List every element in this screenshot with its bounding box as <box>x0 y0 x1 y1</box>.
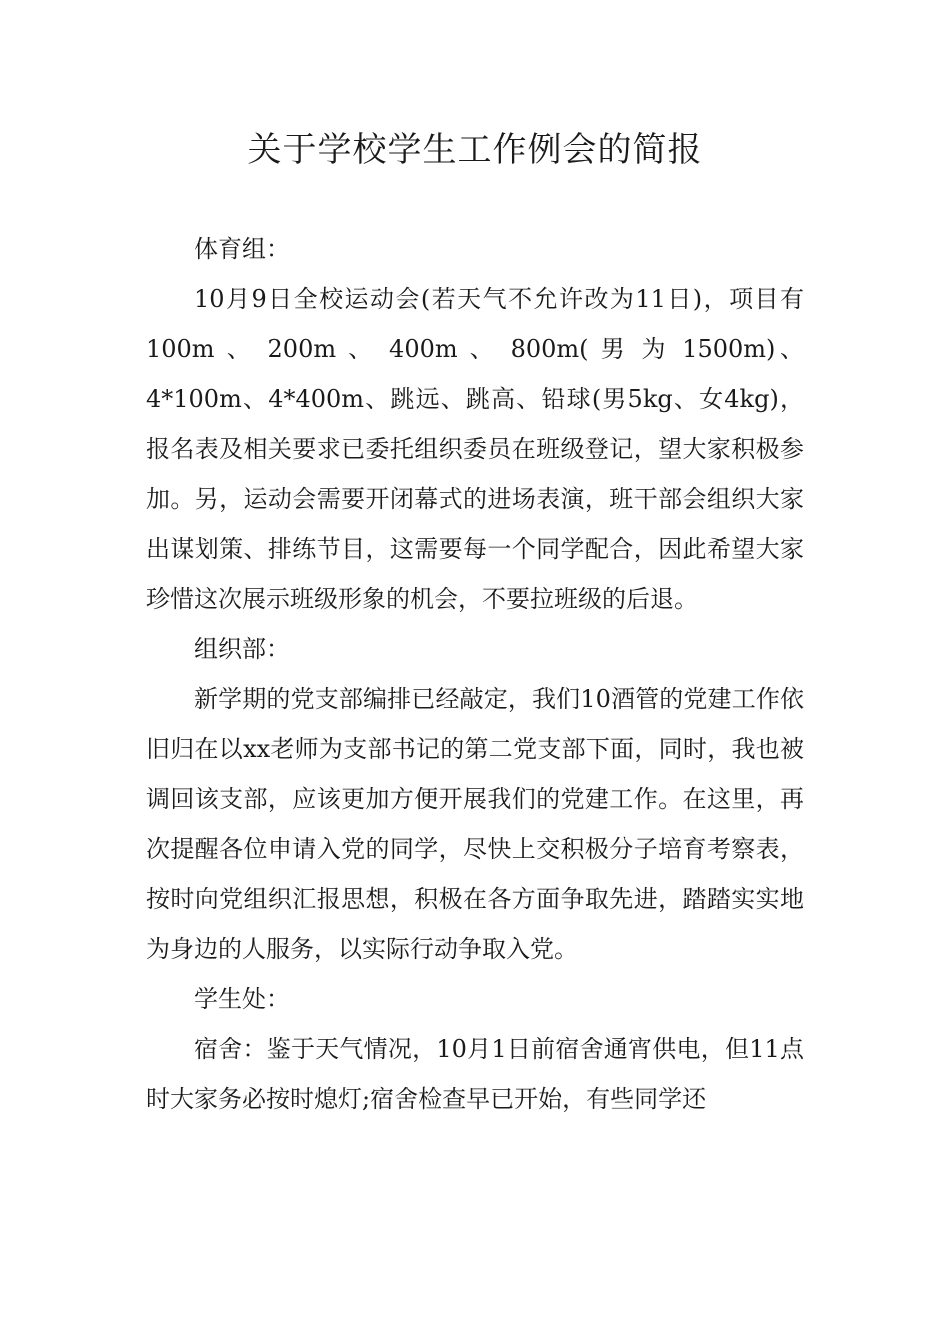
document-body <box>146 224 804 1124</box>
section-heading-sports: 体育组： <box>194 235 290 263</box>
document-title: 关于学校学生工作例会的简报 <box>247 130 703 170</box>
section-heading-student-affairs: 学生处： <box>194 985 290 1013</box>
section-paragraph-organization: 新学期的党支部编排已经敲定，我们10酒管的党建工作依旧归在以xx老师为支部书记的第二党支部下面，同时，我也被调回该支部，应该更加方便开展我们的党建工作。在这里，再次提醒各位申请入党的同学，尽快上交积极分子培育考察表，按时向党组织汇报思想，积极在各方面争取先进，踏踏实实地为身边的人服务，以实际行动争取入党。 <box>146 685 804 963</box>
section-paragraph-sports: 10月9日全校运动会(若天气不允许改为11日)，项目有 100m 、 200m 、 400m 、 800m( 男 为 1500m)、4*100m、4*400m、跳远、跳高、铅球(男5kg、女4kg)，报名表及相关要求已委托组织委员在班级登记，望大家积极参加。另，运动会需要开闭幕式的进场表演，班干部会组织大家出谋划策、排练节目，这需要每一个同学配合，因此希望大家珍惜这次展示班级形象的机会，不要拉班级的后退。 <box>146 285 804 613</box>
section-heading-organization: 组织部： <box>194 635 290 663</box>
section-paragraph-student-affairs: 宿舍：鉴于天气情况，10月1日前宿舍通宵供电，但11点时大家务必按时熄灯;宿舍检查早已开始，有些同学还 <box>146 1035 804 1113</box>
